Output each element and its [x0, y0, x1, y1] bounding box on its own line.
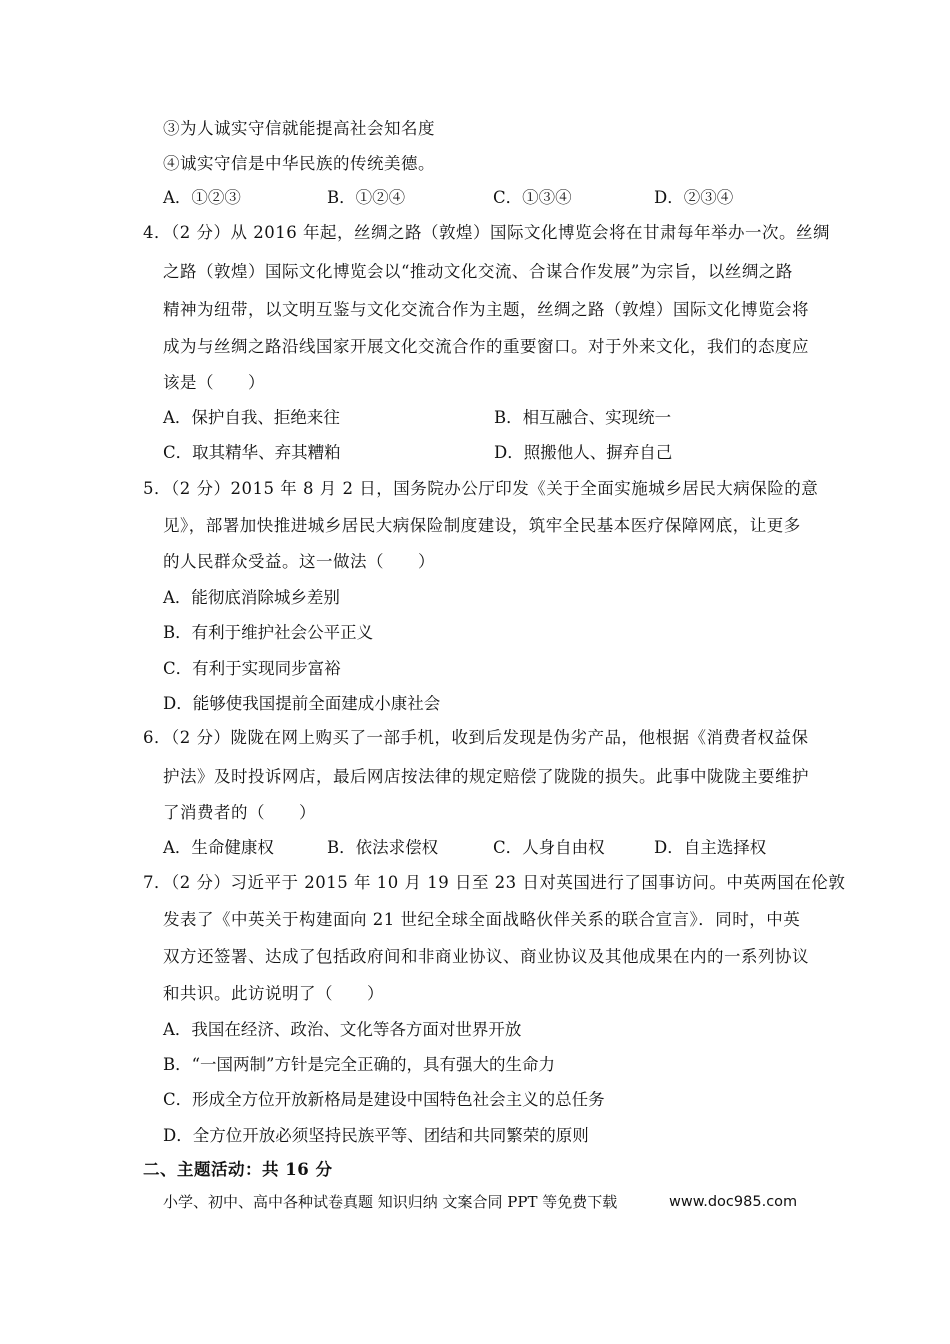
- q5-line-2: 见》，部署加快推进城乡居民大病保险制度建设，筑牢全民基本医疗保障网底，让更多: [163, 516, 801, 535]
- q7-option-d: D．全方位开放必须坚持民族平等、团结和共同繁荣的原则: [163, 1126, 589, 1145]
- q4-line-5: 该是（ ）: [163, 373, 265, 392]
- q4-option-b: B．相互融合、实现统一: [494, 408, 672, 427]
- q6-option-a: A．生命健康权: [163, 838, 274, 857]
- q5-option-a: A．能彻底消除城乡差别: [163, 588, 340, 607]
- q7-line-1: 7．（2 分）习近平于 2015 年 10 月 19 日至 23 日对英国进行了国事访问。中英两国在伦敦: [143, 873, 846, 892]
- q4-line-3: 精神为纽带，以文明互鉴与文化交流合作为主题，丝绸之路（敦煌）国际文化博览会将: [163, 300, 809, 319]
- footer-text: 小学、初中、高中各种试卷真题 知识归纳 文案合同 PPT 等免费下载: [163, 1193, 618, 1211]
- q3-option-b: B．①②④: [327, 188, 406, 207]
- section-heading: 二、主题活动：共 16 分: [143, 1160, 333, 1179]
- q6-line-3: 了消费者的（ ）: [163, 803, 316, 822]
- q6-line-1: 6．（2 分）陇陇在网上购买了一部手机，收到后发现是伪劣产品，他根据《消费者权益保: [143, 728, 809, 747]
- q5-line-1: 5．（2 分）2015 年 8 月 2 日，国务院办公厅印发《关于全面实施城乡居民大病保险的意: [143, 479, 819, 498]
- q5-option-d: D．能够使我国提前全面建成小康社会: [163, 694, 441, 713]
- q4-option-a: A．保护自我、拒绝来往: [163, 408, 340, 427]
- q7-option-c: C．形成全方位开放新格局是建设中国特色社会主义的总任务: [163, 1090, 605, 1109]
- q6-line-2: 护法》及时投诉网店，最后网店按法律的规定赔偿了陇陇的损失。此事中陇陇主要维护: [163, 767, 809, 786]
- q5-line-3: 的人民群众受益。这一做法（ ）: [163, 552, 435, 571]
- q7-option-a: A．我国在经济、政治、文化等各方面对世界开放: [163, 1020, 522, 1039]
- q7-line-3: 双方还签署、达成了包括政府间和非商业协议、商业协议及其他成果在内的一系列协议: [163, 947, 809, 966]
- q3-option-a: A．①②③: [163, 188, 241, 207]
- q7-line-4: 和共识。此访说明了（ ）: [163, 984, 384, 1003]
- q5-option-b: B．有利于维护社会公平正义: [163, 623, 374, 642]
- q5-option-c: C．有利于实现同步富裕: [163, 659, 341, 678]
- q4-line-4: 成为与丝绸之路沿线国家开展文化交流合作的重要窗口。对于外来文化，我们的态度应: [163, 337, 809, 356]
- q4-option-c: C．取其精华、弃其糟粕: [163, 443, 341, 462]
- q4-line-2: 之路（敦煌）国际文化博览会以“推动文化交流、合谋合作发展”为宗旨，以丝绸之路: [163, 262, 793, 281]
- q3-statement-3: ③为人诚实守信就能提高社会知名度: [163, 119, 435, 138]
- page-footer: [163, 1192, 798, 1212]
- footer-url[interactable]: www.doc985.com: [669, 1194, 798, 1210]
- q7-line-2: 发表了《中英关于构建面向 21 世纪全球全面战略伙伴关系的联合宣言》．同时，中英: [163, 910, 801, 929]
- q4-option-d: D．照搬他人、摒弃自己: [494, 443, 673, 462]
- q6-option-b: B．依法求偿权: [327, 838, 439, 857]
- q6-option-c: C．人身自由权: [493, 838, 605, 857]
- q7-option-b: B．“一国两制”方针是完全正确的，具有强大的生命力: [163, 1055, 555, 1074]
- q3-statement-4: ④诚实守信是中华民族的传统美德。: [163, 154, 435, 173]
- q3-option-c: C．①③④: [493, 188, 572, 207]
- q4-line-1: 4．（2 分）从 2016 年起，丝绸之路（敦煌）国际文化博览会将在甘肃每年举办一次。丝绸: [143, 223, 830, 242]
- q6-option-d: D．自主选择权: [654, 838, 767, 857]
- q3-option-d: D．②③④: [654, 188, 734, 207]
